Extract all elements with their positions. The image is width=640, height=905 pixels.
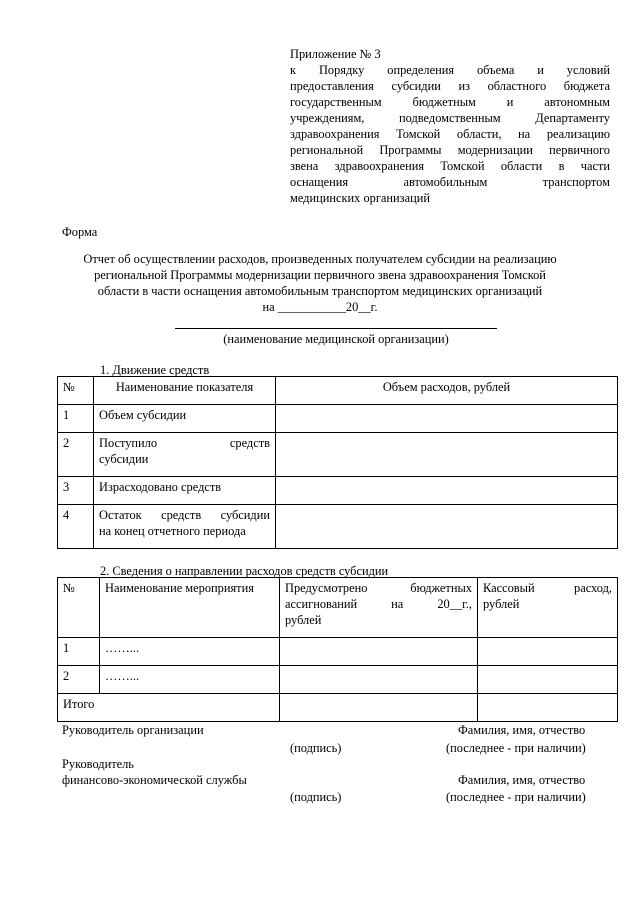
header-cell: Наименование мероприятия [100, 578, 280, 638]
table-header-row [58, 377, 618, 405]
row-number: 2 [58, 666, 100, 694]
signature-caption: (подпись) [290, 790, 342, 804]
row-indicator [94, 477, 276, 505]
header-cell: Наименование показателя [94, 377, 276, 405]
finance-service-label: финансово-экономической службы [62, 773, 247, 787]
total-label: Итого [58, 694, 280, 722]
appendix-line: звена здравоохранения Томской области в части [290, 159, 610, 173]
header-cell: № [58, 578, 100, 638]
header-text: рублей [483, 597, 520, 611]
row-activity: ……... [100, 666, 280, 694]
patronymic-note: (последнее - при наличии) [446, 790, 586, 804]
header-cell: Объем расходов, рублей [276, 377, 618, 405]
header-text: ассигнований на 20__г., [285, 597, 472, 611]
table-row [58, 666, 618, 694]
form-label: Форма [62, 225, 98, 239]
row-indicator-text: Поступило средств [99, 436, 270, 450]
row-amount-cell[interactable] [276, 405, 618, 433]
org-name-caption: (наименование медицинской организации) [223, 332, 449, 346]
table-row [58, 433, 618, 477]
row-number: 1 [58, 405, 94, 433]
row-indicator [94, 405, 276, 433]
table-row [58, 505, 618, 549]
appendix-line: учреждениям, подведомственным Департаменту [290, 111, 610, 125]
appendix-line: здравоохранения Томской области, на реализацию [290, 127, 610, 141]
section1-title: 1. Движение средств [100, 363, 210, 377]
header-text: Кассовый расход, [483, 581, 612, 595]
row-indicator-text: Объем субсидии [99, 408, 187, 422]
report-period-line: на ___________20__г. [262, 300, 378, 314]
finance-head-label: Руководитель [62, 757, 134, 771]
appendix-line: региональной Программы модернизации первичного [290, 143, 610, 157]
row-number: 4 [58, 505, 94, 549]
row-amount-cell[interactable] [276, 433, 618, 477]
report-title-line: Отчет об осуществлении расходов, произведенных получателем субсидии на реализацию [83, 252, 557, 266]
total-planned-cell[interactable] [280, 694, 478, 722]
table-total-row [58, 694, 618, 722]
row-indicator [94, 505, 276, 549]
row-indicator-text: на конец отчетного периода [99, 524, 246, 538]
row-amount-cell[interactable] [276, 505, 618, 549]
row-number: 2 [58, 433, 94, 477]
patronymic-note: (последнее - при наличии) [446, 741, 586, 755]
signature-caption: (подпись) [290, 741, 342, 755]
row-planned-cell[interactable] [280, 666, 478, 694]
total-cash-cell[interactable] [478, 694, 618, 722]
appendix-line: Приложение № 3 [290, 47, 381, 61]
row-number: 3 [58, 477, 94, 505]
row-planned-cell[interactable] [280, 638, 478, 666]
org-name-underline [175, 328, 497, 329]
row-number: 1 [58, 638, 100, 666]
report-title [40, 251, 600, 315]
report-title-line: региональной Программы модернизации первичного звена здравоохранения Томской [94, 268, 546, 282]
head-of-organization-label: Руководитель организации [62, 723, 204, 737]
header-cell: № [58, 377, 94, 405]
header-cell-planned [280, 578, 478, 638]
funds-movement-table [57, 376, 618, 549]
appendix-line: медицинских организаций [290, 191, 430, 205]
row-indicator [94, 433, 276, 477]
fio-label: Фамилия, имя, отчество [458, 723, 586, 737]
report-title-line: области в части оснащения автомобильным транспортом медицинских организаций [97, 284, 543, 298]
table-row [58, 638, 618, 666]
appendix-header [290, 46, 610, 206]
row-indicator-text: Остаток средств субсидии [99, 508, 270, 522]
header-text: рублей [285, 613, 322, 627]
table-header-row [58, 578, 618, 638]
expenses-table [57, 577, 618, 722]
row-indicator-text: Израсходовано средств [99, 480, 222, 494]
row-activity: ……... [100, 638, 280, 666]
appendix-line: оснащения автомобильным транспортом [290, 175, 610, 189]
row-indicator-text: субсидии [99, 452, 149, 466]
appendix-line: государственным бюджетным и автономным [290, 95, 610, 109]
table-row [58, 405, 618, 433]
row-amount-cell[interactable] [276, 477, 618, 505]
header-text: Предусмотрено бюджетных [285, 581, 472, 595]
row-cash-cell[interactable] [478, 638, 618, 666]
section2-title: 2. Сведения о направлении расходов средств субсидии [100, 564, 389, 578]
header-cell-cash [478, 578, 618, 638]
table-row [58, 477, 618, 505]
appendix-line: предоставления субсидии из областного бюджета [290, 79, 610, 93]
appendix-line: к Порядку определения объема и условий [290, 63, 610, 77]
fio-label: Фамилия, имя, отчество [458, 773, 586, 787]
row-cash-cell[interactable] [478, 666, 618, 694]
